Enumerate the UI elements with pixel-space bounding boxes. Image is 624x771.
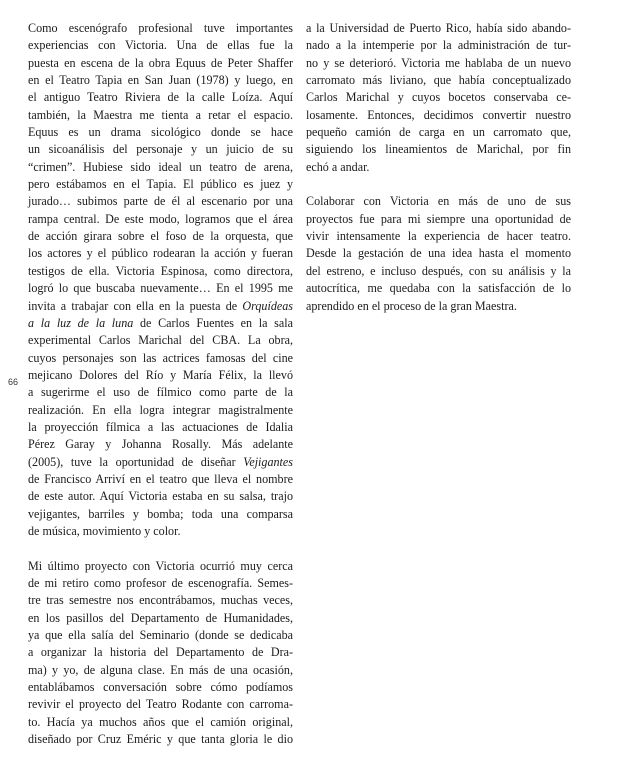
text-line: a sugerirme el uso de fílmico como parte de la — [28, 385, 293, 400]
text-line: a la Universidad de Puerto Rico, había sido abando- — [306, 21, 571, 35]
text-line: Desde la gestación de una idea hasta el momento — [306, 246, 571, 261]
text-line: de este autor. Aquí Victoria estaba en su salsa, trajo — [28, 489, 293, 504]
text-line — [28, 298, 293, 315]
text-line: un sicoanálisis del personaje y un juicio de su — [28, 142, 293, 157]
text-line: testigos de ella. Victoria Espinosa, como directora, — [28, 263, 293, 278]
text-line: Pérez Garay y Johanna Rosally. Más adelante — [28, 437, 293, 452]
text-line: logró lo que buscaba nuevamente… En el 1995 me — [28, 281, 293, 296]
left-paragraph-2 — [28, 558, 293, 749]
text-line: del estreno, e incluso después, con su análisis y la — [306, 263, 571, 278]
text-line: Mi último proyecto con Victoria ocurrió muy cerca — [28, 558, 293, 573]
text-line: ma) y yo, de alguna clase. En más de una ocasión, — [28, 662, 293, 677]
italic-title-luna: a la luz de la luna — [28, 315, 134, 330]
text-line: mejicano Dolores del Río y María Félix, la llevó — [28, 367, 293, 382]
text-line — [28, 315, 293, 332]
text-line: cuyos personajes son las actrices famosas del cine — [28, 350, 293, 365]
text-line: no y se deterioró. Victoria me hablaba de un nuevo — [306, 55, 571, 70]
text-line: tre tras semestre nos encontrábamos, muchas veces, — [28, 593, 293, 608]
page-number: 66 — [8, 377, 19, 387]
text-line: pequeño camión de carga en un carromato que, — [306, 125, 571, 140]
text-line — [28, 454, 293, 471]
text-line: siguiendo los lineamientos de Marichal, por fin — [306, 142, 571, 157]
italic-title-vejigantes: Vejigantes — [243, 454, 293, 469]
text-line: pero estábamos en el Tapia. El público es juez y — [28, 177, 293, 192]
right-paragraph-2 — [306, 193, 571, 314]
text-line: de mi retiro como profesor de escenografía. Semes- — [28, 576, 293, 590]
text-line: la proyección fílmica a las actuaciones de Idalia — [28, 419, 293, 434]
text-line: “crimen”. Hubiese sido ideal un teatro de arena, — [28, 159, 293, 174]
text-line: autocrítica, me quedaba con la satisfacción de lo — [306, 281, 571, 296]
text-line: realización. En ella logra integrar magistralmente — [28, 402, 293, 417]
text-line: revivir el proyecto del Teatro Rodante con carroma- — [28, 697, 293, 712]
text-line: echó a andar. — [306, 159, 370, 174]
italic-title-orquideas: Orquídeas — [242, 298, 293, 313]
text-line: vejigantes, barriles y bomba; toda una comparsa — [28, 506, 293, 521]
text-line: Colaborar con Victoria en más de uno de sus — [306, 194, 571, 209]
text-line: rampa central. De este modo, logramos que el área — [28, 211, 293, 226]
left-paragraph-1 — [28, 20, 293, 540]
text-line: entablábamos conversación sobre cómo podíamos — [28, 680, 293, 695]
paragraph-gap — [28, 540, 293, 557]
text-line: de música, movimiento y color. — [28, 523, 181, 538]
text-line: Carlos Marichal y cuyos bocetos conservaba ce- — [306, 90, 571, 105]
text-line: puesta en escena de la obra Equus de Peter Shaffer — [28, 55, 293, 70]
paragraph-gap — [306, 176, 571, 193]
text-line: experimental Carlos Marichal del CBA. La obra, — [28, 333, 293, 348]
text-line: también, la Maestra me tienta a retar el espacio. — [28, 107, 293, 122]
text-line: los actores y el público rodearan la acción y fueran — [28, 246, 293, 261]
text-segment: invita a trabajar con ella en la puesta de — [28, 298, 238, 313]
text-line: de Francisco Arriví en el teatro que lleva el nombre — [28, 471, 293, 486]
text-line: carromato más liviano, que había conceptualizado — [306, 73, 571, 88]
text-line: Equus es un drama sicológico donde se hace — [28, 125, 293, 140]
text-line: a organizar la historia del Departamento de Dra- — [28, 645, 293, 660]
text-segment: de Carlos Fuentes en la sala — [140, 315, 293, 330]
text-line: de acción girara sobre el foso de la orquesta, que — [28, 229, 293, 244]
text-line: en los pasillos del Departamento de Humanidades, — [28, 610, 293, 625]
left-column — [28, 20, 293, 748]
text-line: experiencias con Victoria. Una de ellas fue la — [28, 38, 293, 53]
text-segment: (2005), tuve la oportunidad de diseñar — [28, 454, 236, 469]
text-line: vivir intensamente la experiencia de hacer teatro. — [306, 229, 571, 244]
text-line: diseñado por Cruz Eméric y que tanta gloria le dio — [28, 732, 293, 747]
text-line: nado a la intemperie por la administración de tur- — [306, 38, 571, 53]
text-line: aprendido en el proceso de la gran Maestra. — [306, 298, 517, 313]
text-line: to. Hacía ya muchos años que el camión original, — [28, 714, 293, 729]
text-line: proyectos fue para mi siempre una oportunidad de — [306, 211, 571, 226]
text-line: losamente. Entonces, decidimos convertir nuestro — [306, 107, 571, 122]
text-line: el antiguo Teatro Riviera de la calle Loíza. Aquí — [28, 90, 293, 105]
text-line: Como escenógrafo profesional tuve importantes — [28, 21, 293, 35]
text-line: ya que ella salía del Seminario (donde se dedicaba — [28, 628, 293, 643]
text-line: jurado… subimos parte de él al escenario por una — [28, 194, 293, 209]
right-paragraph-1 — [306, 20, 571, 176]
right-column — [306, 20, 571, 315]
text-line: en el Teatro Tapia en San Juan (1978) y luego, en — [28, 73, 293, 88]
